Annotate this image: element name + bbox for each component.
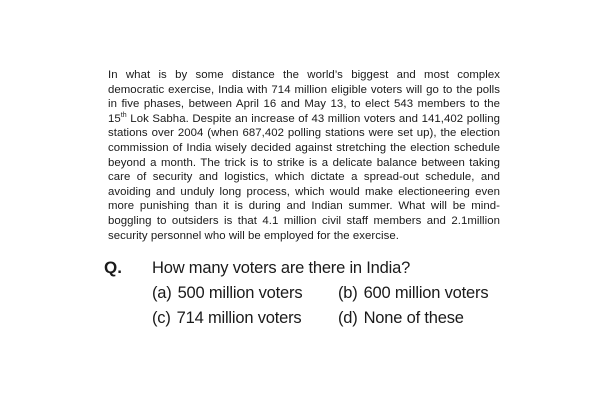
reading-passage — [108, 68, 500, 243]
option-a[interactable] — [152, 284, 338, 303]
option-c-text: 714 million voters — [176, 309, 302, 327]
question-block — [104, 258, 524, 334]
ordinal-suffix: th — [120, 111, 127, 119]
passage-text-part1: In what is by some distance the world’s biggest and most complex democratic exercise, India with 714 million eligible voters will go to the polls in five phases, between April 16 and May 13, to elect 543 members to the 15 — [108, 69, 500, 125]
option-a-letter: (a) — [152, 284, 172, 302]
option-c[interactable] — [152, 309, 338, 328]
option-d-text: None of these — [363, 309, 464, 327]
question-text: How many voters are there in India? — [152, 259, 411, 277]
option-a-text: 500 million voters — [177, 284, 303, 302]
options-row-1 — [104, 284, 524, 309]
question-marker: Q. — [104, 258, 122, 277]
option-b-letter: (b) — [338, 284, 358, 302]
options-row-2 — [104, 309, 524, 334]
option-b[interactable] — [338, 284, 488, 303]
option-d-letter: (d) — [338, 309, 358, 327]
option-c-letter: (c) — [152, 309, 171, 327]
question-row — [104, 258, 524, 284]
option-d[interactable] — [338, 309, 464, 328]
passage-text-part2: Lok Sabha. Despite an increase of 43 million voters and 141,402 polling stations over 2004 (when 687,402 polling stations were set up), the election commission of India wisely decided against stretching the election schedule beyond a month. The trick is to strike is a delicate balance between taking care of security and logistics, which dictate a spread-out schedule, and avoiding and unduly long process, which would make electioneering even more punishing than it is during and Indian summer. What will be mind-boggling to outsiders is that 4.1 million civil staff members and 2.1million security personnel who will be employed for the exercise. — [108, 112, 500, 242]
option-b-text: 600 million voters — [363, 284, 489, 302]
